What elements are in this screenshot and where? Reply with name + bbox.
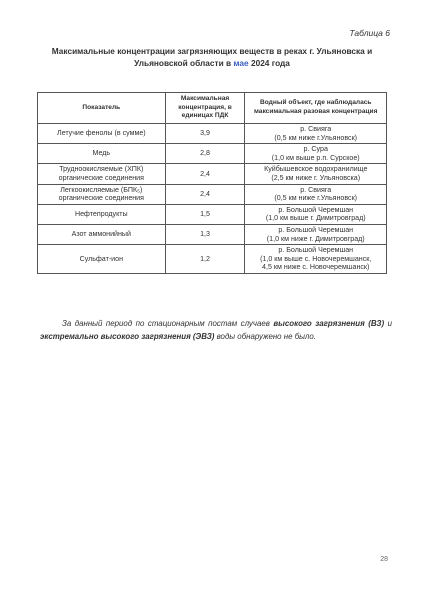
water-body-line: (1,0 км ниже г. Димитровград) [266,234,365,243]
water-body-line: (0,5 км ниже г.Ульяновск) [274,194,358,203]
water-body-line: (1,0 км выше с. Новочеремшанск, [260,254,372,263]
cell-indicator: Трудноокисляемые (ХПК) органические соединения [38,164,166,184]
cell-water-body [245,144,387,164]
note-bold-1: высокого загрязнения (ВЗ) [273,319,385,328]
water-body-line: р. Большой Черемшан [278,205,354,214]
water-body-line: р. Свияга [300,185,332,194]
table-row [38,184,387,204]
note-text-2: и [384,319,392,328]
header-water-body: Водный объект, где наблюдалась максимальная разовая концентрация [245,93,387,124]
cell-max-concentration: 1,3 [165,224,245,244]
cell-max-concentration: 3,9 [165,124,245,144]
cell-water-body [245,184,387,204]
title-month: мае [233,57,249,68]
page-number: 28 [380,556,388,563]
table-header-row [38,93,387,124]
cell-indicator: Легкоокисляемые (БПК₅) органические соединения [38,184,166,204]
water-body-line: р. Большой Черемшан [278,246,354,255]
cell-water-body [245,124,387,144]
water-body-line: (1,0 км выше г. Димитровград) [265,214,366,223]
title-text-1: Максимальные концентрации загрязняющих веществ в реках г. Ульяновска и Ульяновской области в [51,46,373,68]
concentration-table [37,92,387,274]
water-body-line: р. Сура [303,145,328,154]
header-indicator: Показатель [38,93,166,124]
note-text-3: воды обнаружено не было. [214,332,316,341]
cell-water-body [245,204,387,224]
cell-water-body [245,245,387,274]
water-body-line: (2,5 км ниже г. Ульяновска) [271,173,361,182]
cell-max-concentration: 1,5 [165,204,245,224]
cell-water-body [245,224,387,244]
cell-max-concentration: 2,8 [165,144,245,164]
cell-indicator: Нефтепродукты [38,204,166,224]
table-row [38,204,387,224]
header-max-concentration: Максимальная концентрация, в единицах ПДК [165,93,245,124]
water-body-line: р. Большой Черемшан [278,225,354,234]
water-body-line: (1,0 км выше р.п. Сурское) [271,153,360,162]
water-body-line: (0,5 км ниже г.Ульяновск) [274,133,358,142]
cell-max-concentration: 1,2 [165,245,245,274]
table-row [38,164,387,184]
table-row [38,124,387,144]
note-text-1: За данный период по стационарным постам случаев [62,319,274,328]
cell-indicator: Летучие фенолы (в сумме) [38,124,166,144]
table-row [38,224,387,244]
cell-max-concentration: 2,4 [165,164,245,184]
table-row [38,245,387,274]
water-body-line: р. Свияга [300,125,332,133]
cell-water-body [245,164,387,184]
title-text-2: 2024 года [248,57,290,68]
cell-indicator: Медь [38,144,166,164]
note-paragraph [40,317,392,343]
water-body-line: 4,5 км ниже с. Новочеремшанск) [262,263,370,272]
water-body-line: Куйбышевское водохранилище [264,165,368,174]
table-label: Таблица 6 [349,28,390,38]
document-title [40,46,384,69]
table-row [38,144,387,164]
note-bold-2: экстремально высокого загрязнения (ЭВЗ) [40,332,215,341]
cell-indicator: Сульфат-ион [38,245,166,274]
cell-max-concentration: 2,4 [165,184,245,204]
cell-indicator: Азот аммонийный [38,224,166,244]
